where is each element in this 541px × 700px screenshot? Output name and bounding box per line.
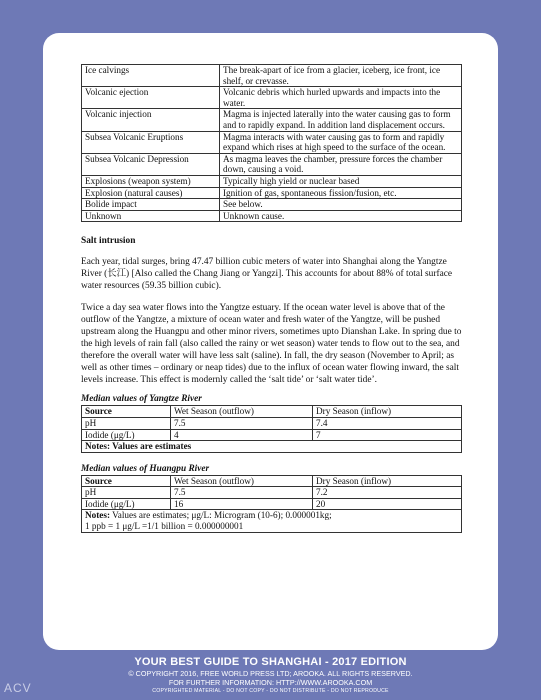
footer-info-link[interactable]: FOR FURTHER INFORMATION: HTTP://WWW.AROOKA.COM: [168, 678, 373, 687]
header-cell: Dry Season (inflow): [313, 406, 462, 418]
table-row: [82, 199, 462, 211]
table-row: [82, 210, 462, 222]
header-cell: Source: [82, 406, 171, 418]
description-cell: Unknown cause.: [220, 210, 462, 222]
section-heading: Salt intrusion: [81, 236, 136, 247]
table-cell: 16: [171, 498, 313, 510]
table-cell: 7.4: [313, 417, 462, 429]
table-row: [82, 417, 462, 429]
table-row: [82, 187, 462, 199]
paragraph-tidal-surges: Each year, tidal surges, bring 47.47 billion cubic meters of water into Shanghai along the Yangtze River (长江) [Also called the Chang Jiang or Yangzi]. This accounts for about 88% of total surface water resources (59.35 billion cubic).: [81, 257, 453, 292]
table-notes-row: [82, 510, 462, 532]
table-cell: 7.2: [313, 487, 462, 499]
table-row: [82, 65, 462, 87]
cause-cell: Unknown: [82, 210, 220, 222]
description-cell: Ignition of gas, spontaneous fission/fusion, etc.: [220, 187, 462, 199]
table-row: [82, 487, 462, 499]
table-row: [82, 87, 462, 109]
table-cell: pH: [82, 487, 171, 499]
footer-notice: COPYRIGHTED MATERIAL - DO NOT COPY - DO NOT DISTRIBUTE - DO NOT REPRODUCE: [152, 688, 389, 694]
table-header-row: [82, 406, 462, 418]
table-row: [82, 153, 462, 175]
header-cell: Wet Season (outflow): [171, 406, 313, 418]
header-cell: Wet Season (outflow): [171, 475, 313, 487]
cause-cell: Bolide impact: [82, 199, 220, 211]
cause-cell: Subsea Volcanic Depression: [82, 153, 220, 175]
header-cell: Dry Season (inflow): [313, 475, 462, 487]
table-row: [82, 498, 462, 510]
description-cell: Magma interacts with water causing gas to form and rapidly expand which rises at high speed to the surface of the ocean.: [220, 131, 462, 153]
notes-line-2: 1 ppb = 1 μg/L =1/1 billion = 0.000000001: [85, 521, 244, 532]
page-sheet: [43, 33, 498, 650]
table-row: [82, 131, 462, 153]
cause-cell: Volcanic ejection: [82, 87, 220, 109]
description-cell: Typically high yield or nuclear based: [220, 175, 462, 187]
table-cell: 20: [313, 498, 462, 510]
footer-copyright: © COPYRIGHT 2016, FREE WORLD PRESS LTD; AROOKA. ALL RIGHTS RESERVED.: [128, 669, 413, 678]
page-content: [81, 64, 462, 533]
footer-title: YOUR BEST GUIDE TO SHANGHAI - 2017 EDITION: [134, 656, 407, 668]
table-row: [82, 109, 462, 131]
table-cell: Iodide (μg/L): [82, 498, 171, 510]
table-cell: 7.5: [171, 487, 313, 499]
description-cell: As magma leaves the chamber, pressure forces the chamber down, causing a void.: [220, 153, 462, 175]
yangtze-table: [81, 405, 462, 452]
notes-label: Notes:: [85, 510, 111, 521]
cause-cell: Subsea Volcanic Eruptions: [82, 131, 220, 153]
description-cell: Magma is injected laterally into the water causing gas to form and to rapidly expand. In addition land displacement occurs.: [220, 109, 462, 131]
table-cell: 7.5: [171, 417, 313, 429]
description-cell: See below.: [220, 199, 462, 211]
table-row: [82, 429, 462, 441]
notes-text: Values are estimates; μg/L: Microgram (10-6); 0.000001kg;: [110, 510, 332, 521]
description-cell: Volcanic debris which hurled upwards and impacts into the water.: [220, 87, 462, 109]
yangtze-table-caption: Median values of Yangtze River: [81, 394, 202, 405]
cause-cell: Volcanic injection: [82, 109, 220, 131]
corner-mark: ACV: [4, 681, 32, 695]
cause-cell: Explosions (weapon system): [82, 175, 220, 187]
table-cell: Iodide (μg/L): [82, 429, 171, 441]
cause-cell: Ice calvings: [82, 65, 220, 87]
header-cell: Source: [82, 475, 171, 487]
huangpu-table: [81, 475, 462, 533]
table-header-row: [82, 475, 462, 487]
table-notes: Notes: Values are estimates: [82, 441, 462, 453]
table-row: [82, 175, 462, 187]
table-notes: [82, 510, 462, 532]
cause-cell: Explosion (natural causes): [82, 187, 220, 199]
table-cell: 4: [171, 429, 313, 441]
paragraph-salt-tide: Twice a day sea water flows into the Yangtze estuary. If the ocean water level is above that of the outflow of the Yangtze, a mixture of ocean water and fresh water of the Yangtze, will be pushed upstream along the Huangpu and other minor rivers, sometimes upto Dianshan Lake. In spring due to the high levels of rain fall (also called the rainy or wet season) water tends to flow out to the sea, and therefore the overall water will have less salt (saline). In fall, the dry season (November to April; as well as other times – ordinary or neap tides) due to the influx of ocean water flowing inward, the salt levels increase. This effect is modernly called the ‘salt tide’ or ‘salt water tide’.: [81, 303, 462, 386]
wave-causes-table: [81, 64, 462, 222]
description-cell: The break-apart of ice from a glacier, iceberg, ice front, ice shelf, or crevasse.: [220, 65, 462, 87]
table-cell: pH: [82, 417, 171, 429]
huangpu-table-caption: Median values of Huangpu River: [81, 463, 210, 474]
table-cell: 7: [313, 429, 462, 441]
table-notes-row: [82, 441, 462, 453]
